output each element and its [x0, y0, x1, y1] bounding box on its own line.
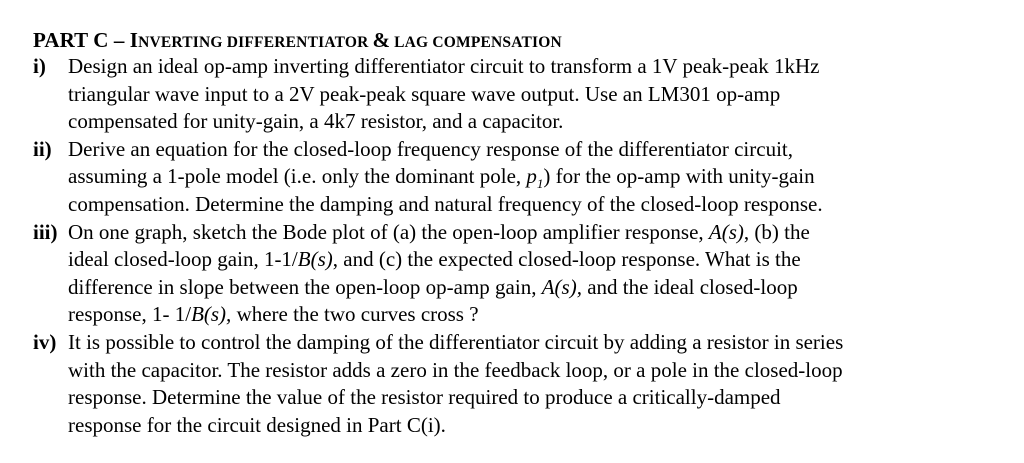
- text-line: Derive an equation for the closed-loop frequency response of the differentiator circuit,: [68, 136, 793, 161]
- text-run: where the two curves cross ?: [231, 302, 479, 327]
- question-item-ii: [33, 136, 1008, 219]
- document-page: [33, 27, 1008, 439]
- text-line: Design an ideal op-amp inverting differentiator circuit to transform a 1V peak-peak 1kHz: [68, 54, 820, 78]
- heading-ampersand: &: [372, 28, 391, 52]
- text-line: [68, 163, 1008, 191]
- item-text: [68, 219, 1008, 329]
- text-line: It is possible to control the damping of the differentiator circuit by adding a resistor in series: [68, 329, 844, 354]
- text-run: and the ideal closed-loop: [581, 274, 798, 299]
- pole-subscript: 1: [536, 176, 544, 192]
- math-symbol: A(s),: [541, 274, 582, 299]
- text-run: , (b) the: [743, 219, 810, 244]
- item-number: ii): [33, 136, 52, 161]
- math-symbol: B(s): [297, 247, 333, 272]
- text-run: ) for the op-amp with unity-gain: [543, 164, 815, 189]
- question-item-i: [33, 53, 1008, 136]
- text-run: response, 1- 1/: [68, 302, 192, 327]
- text-run: difference in slope between the open-loop op-amp gain,: [68, 274, 542, 299]
- item-text: [68, 136, 1008, 219]
- text-run: ideal closed-loop gain, 1-1/: [68, 247, 298, 272]
- text-line: [68, 246, 1008, 274]
- text-line: compensated for unity-gain, a 4k7 resistor, and a capacitor.: [68, 109, 564, 134]
- math-symbol: B(s),: [191, 302, 232, 327]
- text-line: compensation. Determine the damping and natural frequency of the closed-loop response.: [68, 191, 823, 216]
- text-run: assuming a 1-pole model (i.e. only the dominant pole,: [68, 164, 527, 189]
- item-number: iv): [33, 329, 57, 354]
- text-line: triangular wave input to a 2V peak-peak square wave output. Use an LM301 op-amp: [68, 81, 781, 106]
- text-run: , and (c) the expected closed-loop response. What is the: [332, 247, 801, 272]
- heading-word-2: LAG COMPENSATION: [394, 34, 562, 51]
- text-line: [68, 274, 1008, 302]
- pole-symbol: [526, 164, 544, 192]
- item-number: iii): [33, 219, 58, 244]
- text-line: response for the circuit designed in Part C(i).: [68, 412, 446, 437]
- section-heading: [33, 27, 1008, 53]
- question-item-iv: [33, 329, 1008, 439]
- item-text: [68, 329, 1008, 439]
- item-number: i): [33, 54, 46, 78]
- text-run: On one graph, sketch the Bode plot of (a) the open-loop amplifier response,: [68, 219, 709, 244]
- item-text: [68, 53, 1008, 136]
- text-line: with the capacitor. The resistor adds a zero in the feedback loop, or a pole in the closed-loop: [68, 357, 843, 382]
- math-symbol: A(s): [708, 219, 744, 244]
- text-line: [68, 219, 1008, 247]
- text-line: response. Determine the value of the resistor required to produce a critically-damped: [68, 385, 781, 410]
- question-item-iii: [33, 219, 1008, 329]
- pole-letter: p: [526, 164, 537, 189]
- heading-word-1: NVERTING DIFFERENTIATOR: [138, 34, 369, 51]
- heading-part: PART C – I: [33, 28, 139, 52]
- text-line: [68, 301, 1008, 329]
